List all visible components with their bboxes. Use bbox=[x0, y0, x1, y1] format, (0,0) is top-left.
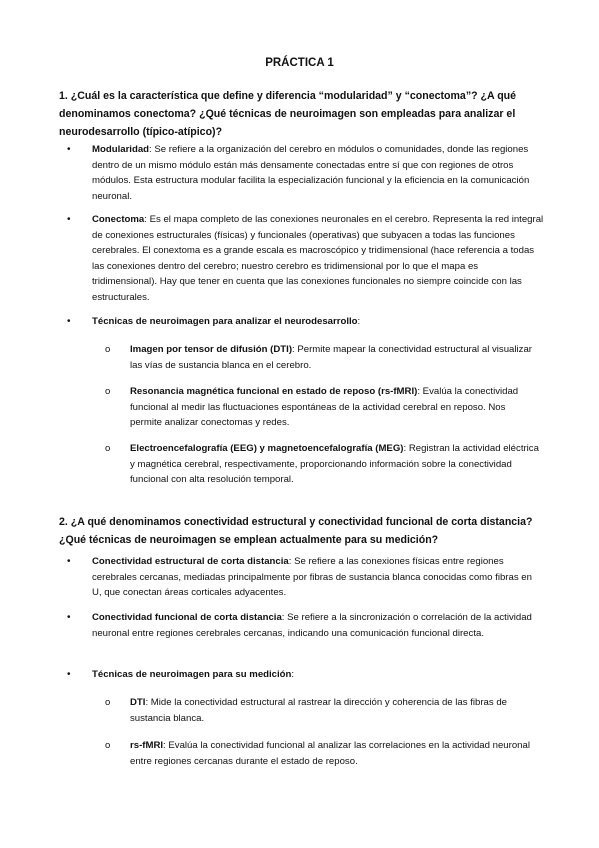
term-functional-short: Conectividad funcional de corta distancia bbox=[92, 612, 282, 623]
term-rs-fmri-2: rs-fMRI bbox=[130, 740, 164, 751]
definition-dti-2: : Mide la conectividad estructural al rastrear la dirección y coherencia de las fibras de sustancia blanca. bbox=[130, 697, 508, 724]
definition-eeg-meg: : Registran la actividad eléctrica y magnética cerebral, respectivamente, proporcionando información sobre la conectividad funcional con alta resolución temporal. bbox=[130, 443, 539, 485]
sub-marker: o bbox=[105, 740, 111, 751]
bullet-techniques-heading-2 bbox=[67, 667, 544, 683]
subitem-dti bbox=[105, 342, 540, 373]
heading-suffix: : bbox=[357, 316, 361, 327]
sub-marker: o bbox=[105, 344, 111, 355]
definition-rs-fmri-2: : Evalúa la conectividad funcional al analizar las correlaciones en la actividad neuronal entre regiones cercanas durante el estado de reposo. bbox=[130, 740, 530, 767]
bullet-marker: • bbox=[67, 669, 71, 680]
sub-marker: o bbox=[105, 697, 111, 708]
bullet-marker: • bbox=[67, 556, 71, 567]
definition-modularidad: : Se refiere a la organización del cerebro en módulos o comunidades, donde las regiones dentro de un mismo módulo están más densamente conectadas entre sí que con regiones de otros módulos. Esta estructura modular facilita la especialización funcional y la eficiencia en la comunicación neuronal. bbox=[92, 144, 530, 202]
definition-conectoma: : Es el mapa completo de las conexiones neuronales en el cerebro. Representa la red integral de conexiones estructurales (físicas) y funcionales (operativas) que subyacen a todas las funciones cerebrales. El conextoma es a grande escala es macroscópico y tridimensional (hace referencia a todas las conexiones dentro del cerebro; nuestro cerebro es tridimensional por lo que el mapa es tridimensional). Hay que tener en cuenta que las conexiones funcionales no siempre coincide con las estructurales. bbox=[92, 214, 544, 303]
bullet-marker: • bbox=[67, 316, 71, 327]
term-structural-short: Conectividad estructural de corta distancia bbox=[92, 556, 289, 567]
bullet-marker: • bbox=[67, 612, 71, 623]
definition-functional-short: : Se refiere a la sincronización o correlación de la actividad neuronal entre regiones cerebrales cercanas, indicando una comunicación funcional directa. bbox=[92, 612, 532, 639]
sub-marker: o bbox=[105, 386, 111, 397]
heading-suffix: : bbox=[291, 669, 295, 680]
bullet-modularidad bbox=[67, 142, 544, 204]
definition-structural-short: : Se refiere a las conexiones físicas entre regiones cerebrales cercanas, mediadas principalmente por fibras de sustancia blanca conocidas como fibras en U, que conectan áreas corticales adyacentes. bbox=[92, 556, 532, 598]
sub-marker: o bbox=[105, 443, 111, 454]
bullet-functional-short bbox=[67, 610, 544, 641]
term-dti: Imagen por tensor de difusión (DTI) bbox=[130, 344, 293, 355]
subitem-rs-fmri-2 bbox=[105, 738, 540, 769]
term-dti-2: DTI bbox=[130, 697, 146, 708]
bullet-marker: • bbox=[67, 214, 71, 225]
techniques-heading-2: Técnicas de neuroimagen para su medición bbox=[92, 669, 292, 680]
question-1: 1. ¿Cuál es la característica que define y diferencia “modularidad” y “conectoma”? ¿A qué denominamos conectoma? ¿Qué técnicas de neuroimagen son empleadas para analizar el neurodesarrollo (típico-atípico)? bbox=[59, 90, 517, 138]
bullet-structural-short bbox=[67, 554, 544, 601]
term-modularidad: Modularidad bbox=[92, 144, 150, 155]
term-conectoma: Conectoma bbox=[92, 214, 145, 225]
page-title: PRÁCTICA 1 bbox=[265, 57, 334, 69]
term-rs-fmri: Resonancia magnética funcional en estado de reposo (rs-fMRI) bbox=[130, 386, 418, 397]
definition-dti: : Permite mapear la conectividad estructural al visualizar las vías de sustancia blanca en el cerebro. bbox=[130, 344, 532, 371]
bullet-marker: • bbox=[67, 144, 71, 155]
subitem-rs-fmri bbox=[105, 384, 540, 431]
techniques-heading-1: Técnicas de neuroimagen para analizar el neurodesarrollo bbox=[92, 316, 358, 327]
subitem-eeg-meg bbox=[105, 441, 540, 488]
question-2: 2. ¿A qué denominamos conectividad estructural y conectividad funcional de corta distancia? ¿Qué técnicas de neuroimagen se emplean actualmente para su medición? bbox=[59, 516, 533, 546]
definition-rs-fmri: : Evalúa la conectividad funcional al medir las fluctuaciones espontáneas de la actividad cerebral en reposo. Nos permite analizar conectomas y redes. bbox=[130, 386, 519, 428]
bullet-techniques-heading-1 bbox=[67, 314, 544, 330]
subitem-dti-2 bbox=[105, 695, 540, 726]
term-eeg-meg: Electroencefalografía (EEG) y magnetoencefalografía (MEG) bbox=[130, 443, 404, 454]
bullet-conectoma bbox=[67, 212, 544, 305]
